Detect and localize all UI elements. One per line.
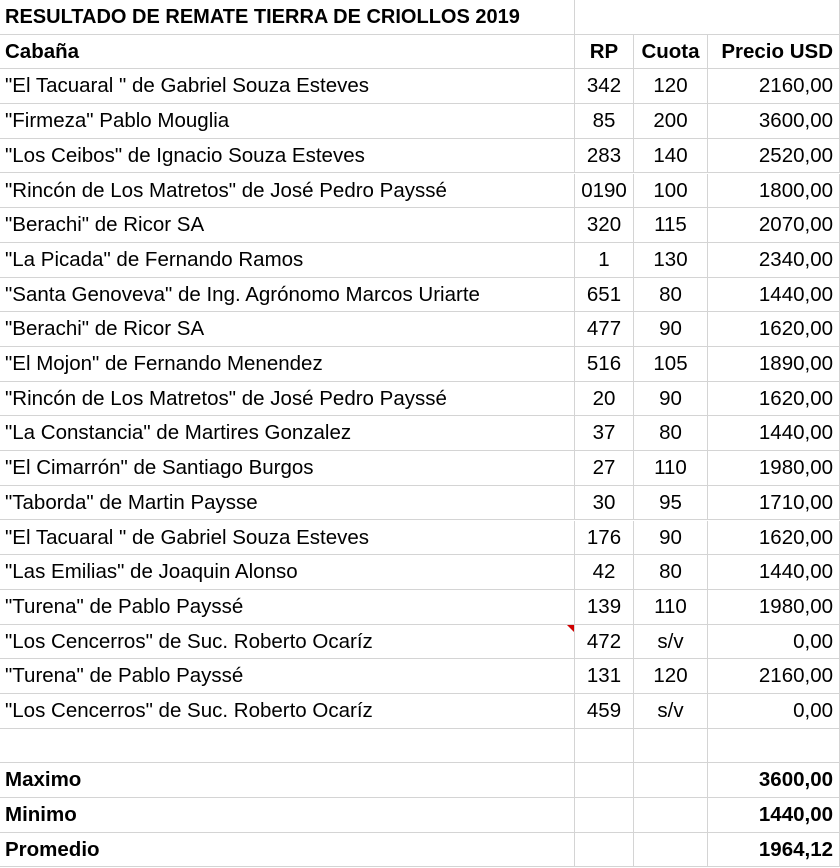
empty-cell[interactable] (708, 0, 840, 35)
cell-precio[interactable]: 1980,00 (708, 590, 840, 625)
title-row (0, 0, 840, 35)
cell-cuota[interactable]: 130 (634, 243, 708, 278)
cell-cabana[interactable]: "Los Cencerros" de Suc. Roberto Ocaríz (0, 694, 575, 729)
cell-precio[interactable]: 1890,00 (708, 347, 840, 382)
cell-precio[interactable]: 1800,00 (708, 174, 840, 209)
cell-cabana[interactable]: "Las Emilias" de Joaquin Alonso (0, 555, 575, 590)
cell-cuota[interactable]: 90 (634, 382, 708, 417)
cell-cabana[interactable]: "Turena" de Pablo Payssé (0, 590, 575, 625)
cell-rp[interactable]: 1 (575, 243, 634, 278)
empty-cell[interactable] (575, 0, 634, 35)
empty-cell[interactable] (575, 763, 634, 798)
cell-cabana[interactable]: "Rincón de Los Matretos" de José Pedro Payssé (0, 174, 575, 209)
cell-precio[interactable]: 3600,00 (708, 104, 840, 139)
cell-cabana[interactable]: "Taborda" de Martin Paysse (0, 486, 575, 521)
cell-rp[interactable]: 651 (575, 278, 634, 313)
cell-cuota[interactable]: 115 (634, 208, 708, 243)
cell-cabana[interactable]: "Los Cencerros" de Suc. Roberto Ocaríz (0, 625, 575, 660)
table-row (0, 451, 840, 486)
empty-cell[interactable] (634, 798, 708, 833)
cell-cabana[interactable]: "Los Ceibos" de Ignacio Souza Esteves (0, 139, 575, 174)
summary-label[interactable]: Minimo (0, 798, 575, 833)
cell-precio[interactable]: 1440,00 (708, 278, 840, 313)
cell-cuota[interactable]: 200 (634, 104, 708, 139)
header-rp[interactable]: RP (575, 35, 634, 70)
table-row (0, 521, 840, 556)
cell-rp[interactable]: 37 (575, 416, 634, 451)
empty-cell[interactable] (634, 763, 708, 798)
table-row (0, 69, 840, 104)
header-cabana[interactable]: Cabaña (0, 35, 575, 70)
cell-rp[interactable]: 320 (575, 208, 634, 243)
cell-cuota[interactable]: 120 (634, 659, 708, 694)
cell-cuota[interactable]: 110 (634, 451, 708, 486)
table-row (0, 208, 840, 243)
cell-precio[interactable]: 1440,00 (708, 555, 840, 590)
table-row (0, 104, 840, 139)
cell-rp[interactable]: 459 (575, 694, 634, 729)
cell-cabana[interactable]: "Berachi" de Ricor SA (0, 208, 575, 243)
header-cuota[interactable]: Cuota (634, 35, 708, 70)
summary-value[interactable]: 1964,12 (708, 833, 840, 868)
cell-precio[interactable]: 2160,00 (708, 69, 840, 104)
empty-cell[interactable] (575, 833, 634, 868)
header-precio[interactable]: Precio USD (708, 35, 840, 70)
cell-cabana[interactable]: "Santa Genoveva" de Ing. Agrónomo Marcos Uriarte (0, 278, 575, 313)
empty-cell[interactable] (708, 729, 840, 764)
cell-rp[interactable]: 139 (575, 590, 634, 625)
cell-cuota[interactable]: 100 (634, 174, 708, 209)
cell-cuota[interactable]: 95 (634, 486, 708, 521)
cell-cuota[interactable]: 105 (634, 347, 708, 382)
cell-precio[interactable]: 2520,00 (708, 139, 840, 174)
cell-cabana[interactable]: "Firmeza" Pablo Mouglia (0, 104, 575, 139)
cell-precio[interactable]: 0,00 (708, 694, 840, 729)
summary-value[interactable]: 1440,00 (708, 798, 840, 833)
cell-cuota[interactable]: s/v (634, 694, 708, 729)
table-row (0, 625, 840, 660)
cell-cabana[interactable]: "El Tacuaral " de Gabriel Souza Esteves (0, 69, 575, 104)
cell-rp[interactable]: 176 (575, 521, 634, 556)
summary-value[interactable]: 3600,00 (708, 763, 840, 798)
table-row (0, 555, 840, 590)
cell-cuota[interactable]: 120 (634, 69, 708, 104)
cell-cabana[interactable]: "El Tacuaral " de Gabriel Souza Esteves (0, 521, 575, 556)
cell-cabana[interactable]: "La Constancia" de Martires Gonzalez (0, 416, 575, 451)
empty-cell[interactable] (575, 798, 634, 833)
cell-cabana[interactable]: "Rincón de Los Matretos" de José Pedro Payssé (0, 382, 575, 417)
cell-rp[interactable]: 20 (575, 382, 634, 417)
cell-cuota[interactable]: 90 (634, 312, 708, 347)
cell-rp[interactable]: 30 (575, 486, 634, 521)
cell-precio[interactable]: 1440,00 (708, 416, 840, 451)
header-row (0, 35, 840, 70)
cell-precio[interactable]: 1620,00 (708, 312, 840, 347)
cell-cabana[interactable]: "Berachi" de Ricor SA (0, 312, 575, 347)
cell-cabana[interactable]: "El Cimarrón" de Santiago Burgos (0, 451, 575, 486)
table-row (0, 694, 840, 729)
cell-precio[interactable]: 2160,00 (708, 659, 840, 694)
summary-label[interactable]: Promedio (0, 833, 575, 868)
cell-rp[interactable]: 283 (575, 139, 634, 174)
cell-precio[interactable]: 2340,00 (708, 243, 840, 278)
cell-rp[interactable]: 342 (575, 69, 634, 104)
cell-cabana[interactable]: "Turena" de Pablo Payssé (0, 659, 575, 694)
cell-cuota[interactable]: 140 (634, 139, 708, 174)
cell-cuota[interactable]: 90 (634, 521, 708, 556)
cell-rp[interactable]: 131 (575, 659, 634, 694)
cell-precio[interactable]: 0,00 (708, 625, 840, 660)
empty-cell[interactable] (634, 729, 708, 764)
cell-precio[interactable]: 1620,00 (708, 521, 840, 556)
cell-rp[interactable]: 0190 (575, 174, 634, 209)
summary-label[interactable]: Maximo (0, 763, 575, 798)
empty-cell[interactable] (634, 833, 708, 868)
cell-cabana[interactable]: "El Mojon" de Fernando Menendez (0, 347, 575, 382)
table-row (0, 382, 840, 417)
table-row (0, 243, 840, 278)
sheet-title[interactable]: RESULTADO DE REMATE TIERRA DE CRIOLLOS 2019 (0, 0, 575, 35)
cell-rp[interactable]: 27 (575, 451, 634, 486)
cell-rp[interactable]: 516 (575, 347, 634, 382)
summary-row (0, 798, 840, 833)
cell-rp[interactable]: 472 (575, 625, 634, 660)
cell-rp[interactable]: 85 (575, 104, 634, 139)
cell-cuota[interactable]: 80 (634, 278, 708, 313)
cell-cuota[interactable]: 80 (634, 416, 708, 451)
table-row (0, 278, 840, 313)
comment-indicator-icon[interactable] (567, 625, 574, 632)
table-row (0, 590, 840, 625)
cell-rp[interactable]: 477 (575, 312, 634, 347)
cell-precio[interactable]: 2070,00 (708, 208, 840, 243)
summary-row (0, 833, 840, 868)
table-row (0, 416, 840, 451)
empty-cell[interactable] (634, 0, 708, 35)
cell-cuota[interactable]: 80 (634, 555, 708, 590)
table-row (0, 659, 840, 694)
cell-precio[interactable]: 1620,00 (708, 382, 840, 417)
cell-precio[interactable]: 1710,00 (708, 486, 840, 521)
cell-rp[interactable]: 42 (575, 555, 634, 590)
cell-cabana[interactable]: "La Picada" de Fernando Ramos (0, 243, 575, 278)
summary-row (0, 763, 840, 798)
cell-cuota[interactable]: 110 (634, 590, 708, 625)
table-row (0, 174, 840, 209)
cell-cuota[interactable]: s/v (634, 625, 708, 660)
table-row (0, 139, 840, 174)
cell-precio[interactable]: 1980,00 (708, 451, 840, 486)
table-row (0, 486, 840, 521)
empty-cell[interactable] (575, 729, 634, 764)
table-row (0, 312, 840, 347)
empty-cell[interactable] (0, 729, 575, 764)
table-row (0, 347, 840, 382)
empty-row (0, 729, 840, 764)
